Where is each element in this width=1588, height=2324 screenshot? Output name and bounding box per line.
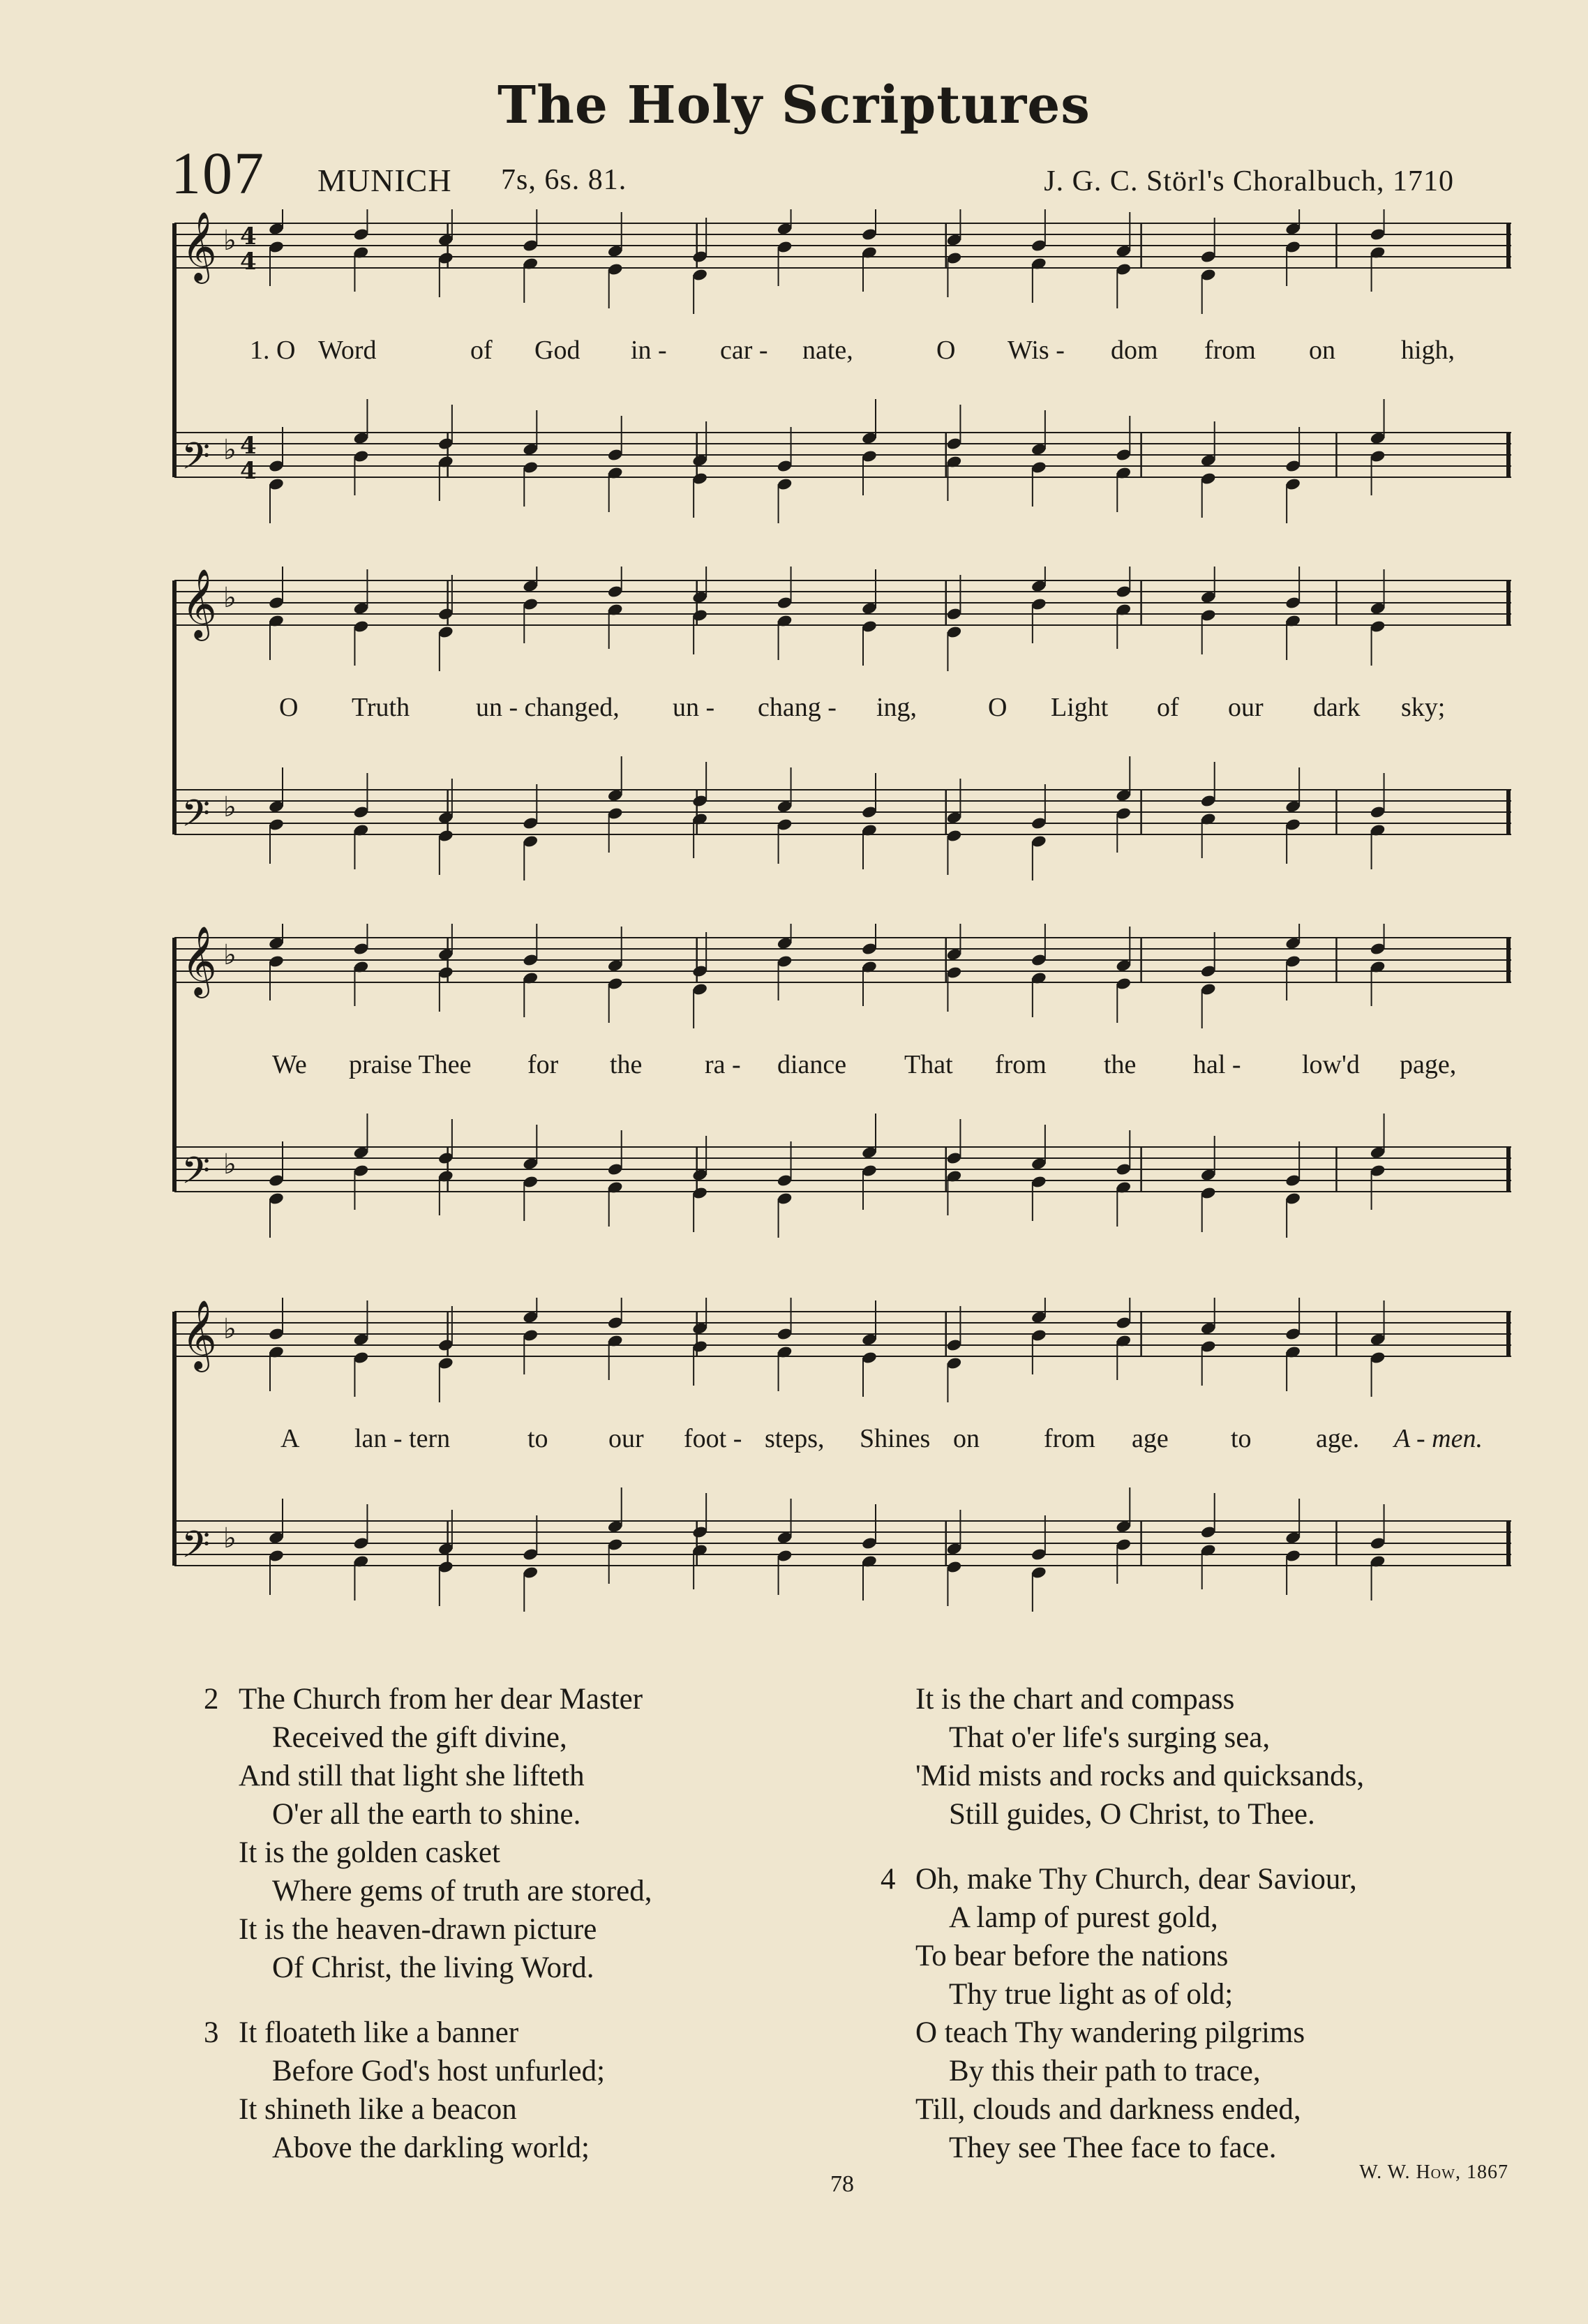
lyric-syllable: ra -	[705, 1050, 741, 1079]
lyric-syllable: for	[527, 1050, 559, 1079]
lyric-syllable: low'd	[1302, 1050, 1360, 1079]
stanza-line: Still guides, O Christ, to Thee.	[949, 1798, 1315, 1831]
lyric-syllable: That	[904, 1050, 953, 1079]
lyric-syllable: of	[1157, 693, 1179, 722]
svg-text:𝄢: 𝄢	[181, 793, 211, 844]
lyric-syllable: our	[1228, 693, 1264, 722]
tune-source: J. G. C. Störl's Choralbuch, 1710	[1044, 165, 1454, 197]
lyric-syllable: on	[953, 1424, 980, 1453]
lyric-syllable: We	[272, 1050, 307, 1079]
lyric-syllable: the	[1104, 1050, 1137, 1079]
lyric-syllable: O	[936, 336, 956, 365]
stanza-3-continued	[915, 1680, 1364, 1834]
stanza-number: 3	[204, 2016, 219, 2049]
lyric-syllable: from	[1204, 336, 1256, 365]
stanza-line: Before God's host unfurled;	[272, 2055, 606, 2087]
svg-text:𝄢: 𝄢	[181, 435, 211, 487]
svg-text:♭: ♭	[223, 582, 237, 614]
stanza-line: Above the darkling world;	[272, 2131, 590, 2164]
lyric-syllable: un -	[673, 693, 715, 722]
lyric-syllable: O	[988, 693, 1008, 722]
lyric-syllable: steps,	[765, 1424, 825, 1453]
stanza-line: Thy true light as of old;	[949, 1978, 1234, 2011]
lyric-syllable: diance	[777, 1050, 847, 1079]
stanza-2	[204, 1680, 652, 1987]
lyric-syllable: 1. O	[250, 336, 296, 365]
lyric-syllable: Word	[318, 336, 377, 365]
svg-text:♭: ♭	[223, 1522, 237, 1554]
lyric-syllable: A	[280, 1424, 300, 1453]
lyric-syllable: nate,	[802, 336, 853, 365]
stanza-line: Oh, make Thy Church, dear Saviour,	[915, 1863, 1357, 1896]
stanza-line: Of Christ, the living Word.	[272, 1951, 594, 1984]
lyric-syllable: from	[1044, 1424, 1095, 1453]
tune-name: MUNICH	[317, 163, 452, 198]
stanza-line: It is the heaven-drawn picture	[239, 1913, 597, 1946]
lyric-syllable: O	[279, 693, 299, 722]
stanza-line: O'er all the earth to shine.	[272, 1798, 581, 1831]
stanza-line: It floateth like a banner	[239, 2016, 519, 2049]
lyric-syllable: dom	[1111, 336, 1158, 365]
stanza-line: It shineth like a beacon	[239, 2093, 517, 2126]
lyric-syllable: lan - tern	[354, 1424, 451, 1453]
lyric-syllable: on	[1309, 336, 1335, 365]
svg-text:4: 4	[240, 432, 257, 460]
svg-text:4: 4	[240, 248, 257, 276]
lyric-syllable: sky;	[1401, 693, 1446, 722]
lyric-syllable: the	[610, 1050, 643, 1079]
svg-text:♭: ♭	[223, 1148, 237, 1180]
stanza-line: Till, clouds and darkness ended,	[915, 2093, 1301, 2126]
lyric-syllable: un - changed,	[476, 693, 620, 722]
stanza-line: It is the chart and compass	[915, 1683, 1235, 1716]
lyric-syllable: foot -	[684, 1424, 742, 1453]
svg-text:𝄞: 𝄞	[181, 926, 217, 996]
lyric-syllable: page,	[1400, 1050, 1457, 1079]
music-system-4	[172, 1298, 1518, 1626]
stanza-line: They see Thee face to face.	[949, 2131, 1277, 2164]
stanza-number: 2	[204, 1683, 219, 1716]
svg-text:4: 4	[240, 457, 257, 485]
lyric-syllable: car -	[720, 336, 768, 365]
lyric-syllable: age	[1132, 1424, 1169, 1453]
svg-text:𝄞: 𝄞	[181, 211, 217, 281]
svg-text:4: 4	[240, 223, 257, 250]
lyric-syllable: chang -	[758, 693, 837, 722]
music-system-1	[172, 209, 1518, 537]
lyric-syllable: Light	[1051, 693, 1109, 722]
text-author: W. W. How, 1867	[1359, 2161, 1508, 2183]
lyric-syllable: hal -	[1193, 1050, 1241, 1079]
lyric-syllable: Truth	[352, 693, 410, 722]
svg-text:♭: ♭	[223, 1313, 237, 1345]
lyric-syllable: high,	[1401, 336, 1455, 365]
score-staves	[172, 567, 1518, 894]
score-staves	[172, 1298, 1518, 1626]
lyric-syllable: Shines	[860, 1424, 931, 1453]
lyric-syllable: A - men.	[1394, 1424, 1483, 1453]
lyric-syllable: to	[1231, 1424, 1252, 1453]
stanza-line: It is the golden casket	[239, 1836, 500, 1869]
svg-text:𝄞: 𝄞	[181, 1300, 217, 1370]
stanza-4	[881, 1860, 1357, 2167]
page-number: 78	[830, 2171, 854, 2197]
svg-text:♭: ♭	[223, 434, 237, 466]
hymn-number: 107	[171, 140, 265, 207]
lyric-syllable: our	[608, 1424, 644, 1453]
lyric-syllable: in -	[631, 336, 667, 365]
lyric-syllable: of	[470, 336, 493, 365]
score-staves	[172, 209, 1518, 537]
lyric-syllable: to	[527, 1424, 548, 1453]
svg-text:♭: ♭	[223, 225, 237, 257]
lyric-syllable: from	[995, 1050, 1047, 1079]
lyric-syllable: age.	[1316, 1424, 1360, 1453]
lyric-syllable: dark	[1313, 693, 1361, 722]
stanza-line: The Church from her dear Master	[239, 1683, 643, 1716]
stanza-line: By this their path to trace,	[949, 2055, 1261, 2087]
stanza-line: 'Mid mists and rocks and quicksands,	[915, 1760, 1365, 1792]
stanza-line: That o'er life's surging sea,	[949, 1721, 1271, 1754]
stanza-line: O teach Thy wandering pilgrims	[915, 2016, 1305, 2049]
section-title: The Holy Scriptures	[497, 75, 1091, 135]
music-system-2	[172, 567, 1518, 894]
stanza-line: And still that light she lifteth	[239, 1760, 585, 1792]
svg-text:𝄞: 𝄞	[181, 569, 217, 638]
lyric-syllable: God	[534, 336, 580, 365]
lyric-syllable: Wis -	[1008, 336, 1065, 365]
svg-text:𝄢: 𝄢	[181, 1150, 211, 1201]
lyric-syllable: ing,	[876, 693, 917, 722]
stanza-line: Received the gift divine,	[272, 1721, 567, 1754]
svg-text:♭: ♭	[223, 791, 237, 823]
stanza-line: To bear before the nations	[915, 1940, 1229, 1972]
stanza-number: 4	[881, 1863, 896, 1896]
stanza-line: Where gems of truth are stored,	[272, 1875, 652, 1907]
meter: 7s, 6s. 81.	[501, 164, 627, 196]
svg-text:𝄢: 𝄢	[181, 1524, 211, 1575]
stanza-line: A lamp of purest gold,	[949, 1901, 1218, 1934]
lyric-syllable: praise Thee	[349, 1050, 472, 1079]
score-staves	[172, 924, 1518, 1252]
stanza-3	[204, 2014, 606, 2167]
music-system-3	[172, 924, 1518, 1252]
svg-text:♭: ♭	[223, 939, 237, 971]
